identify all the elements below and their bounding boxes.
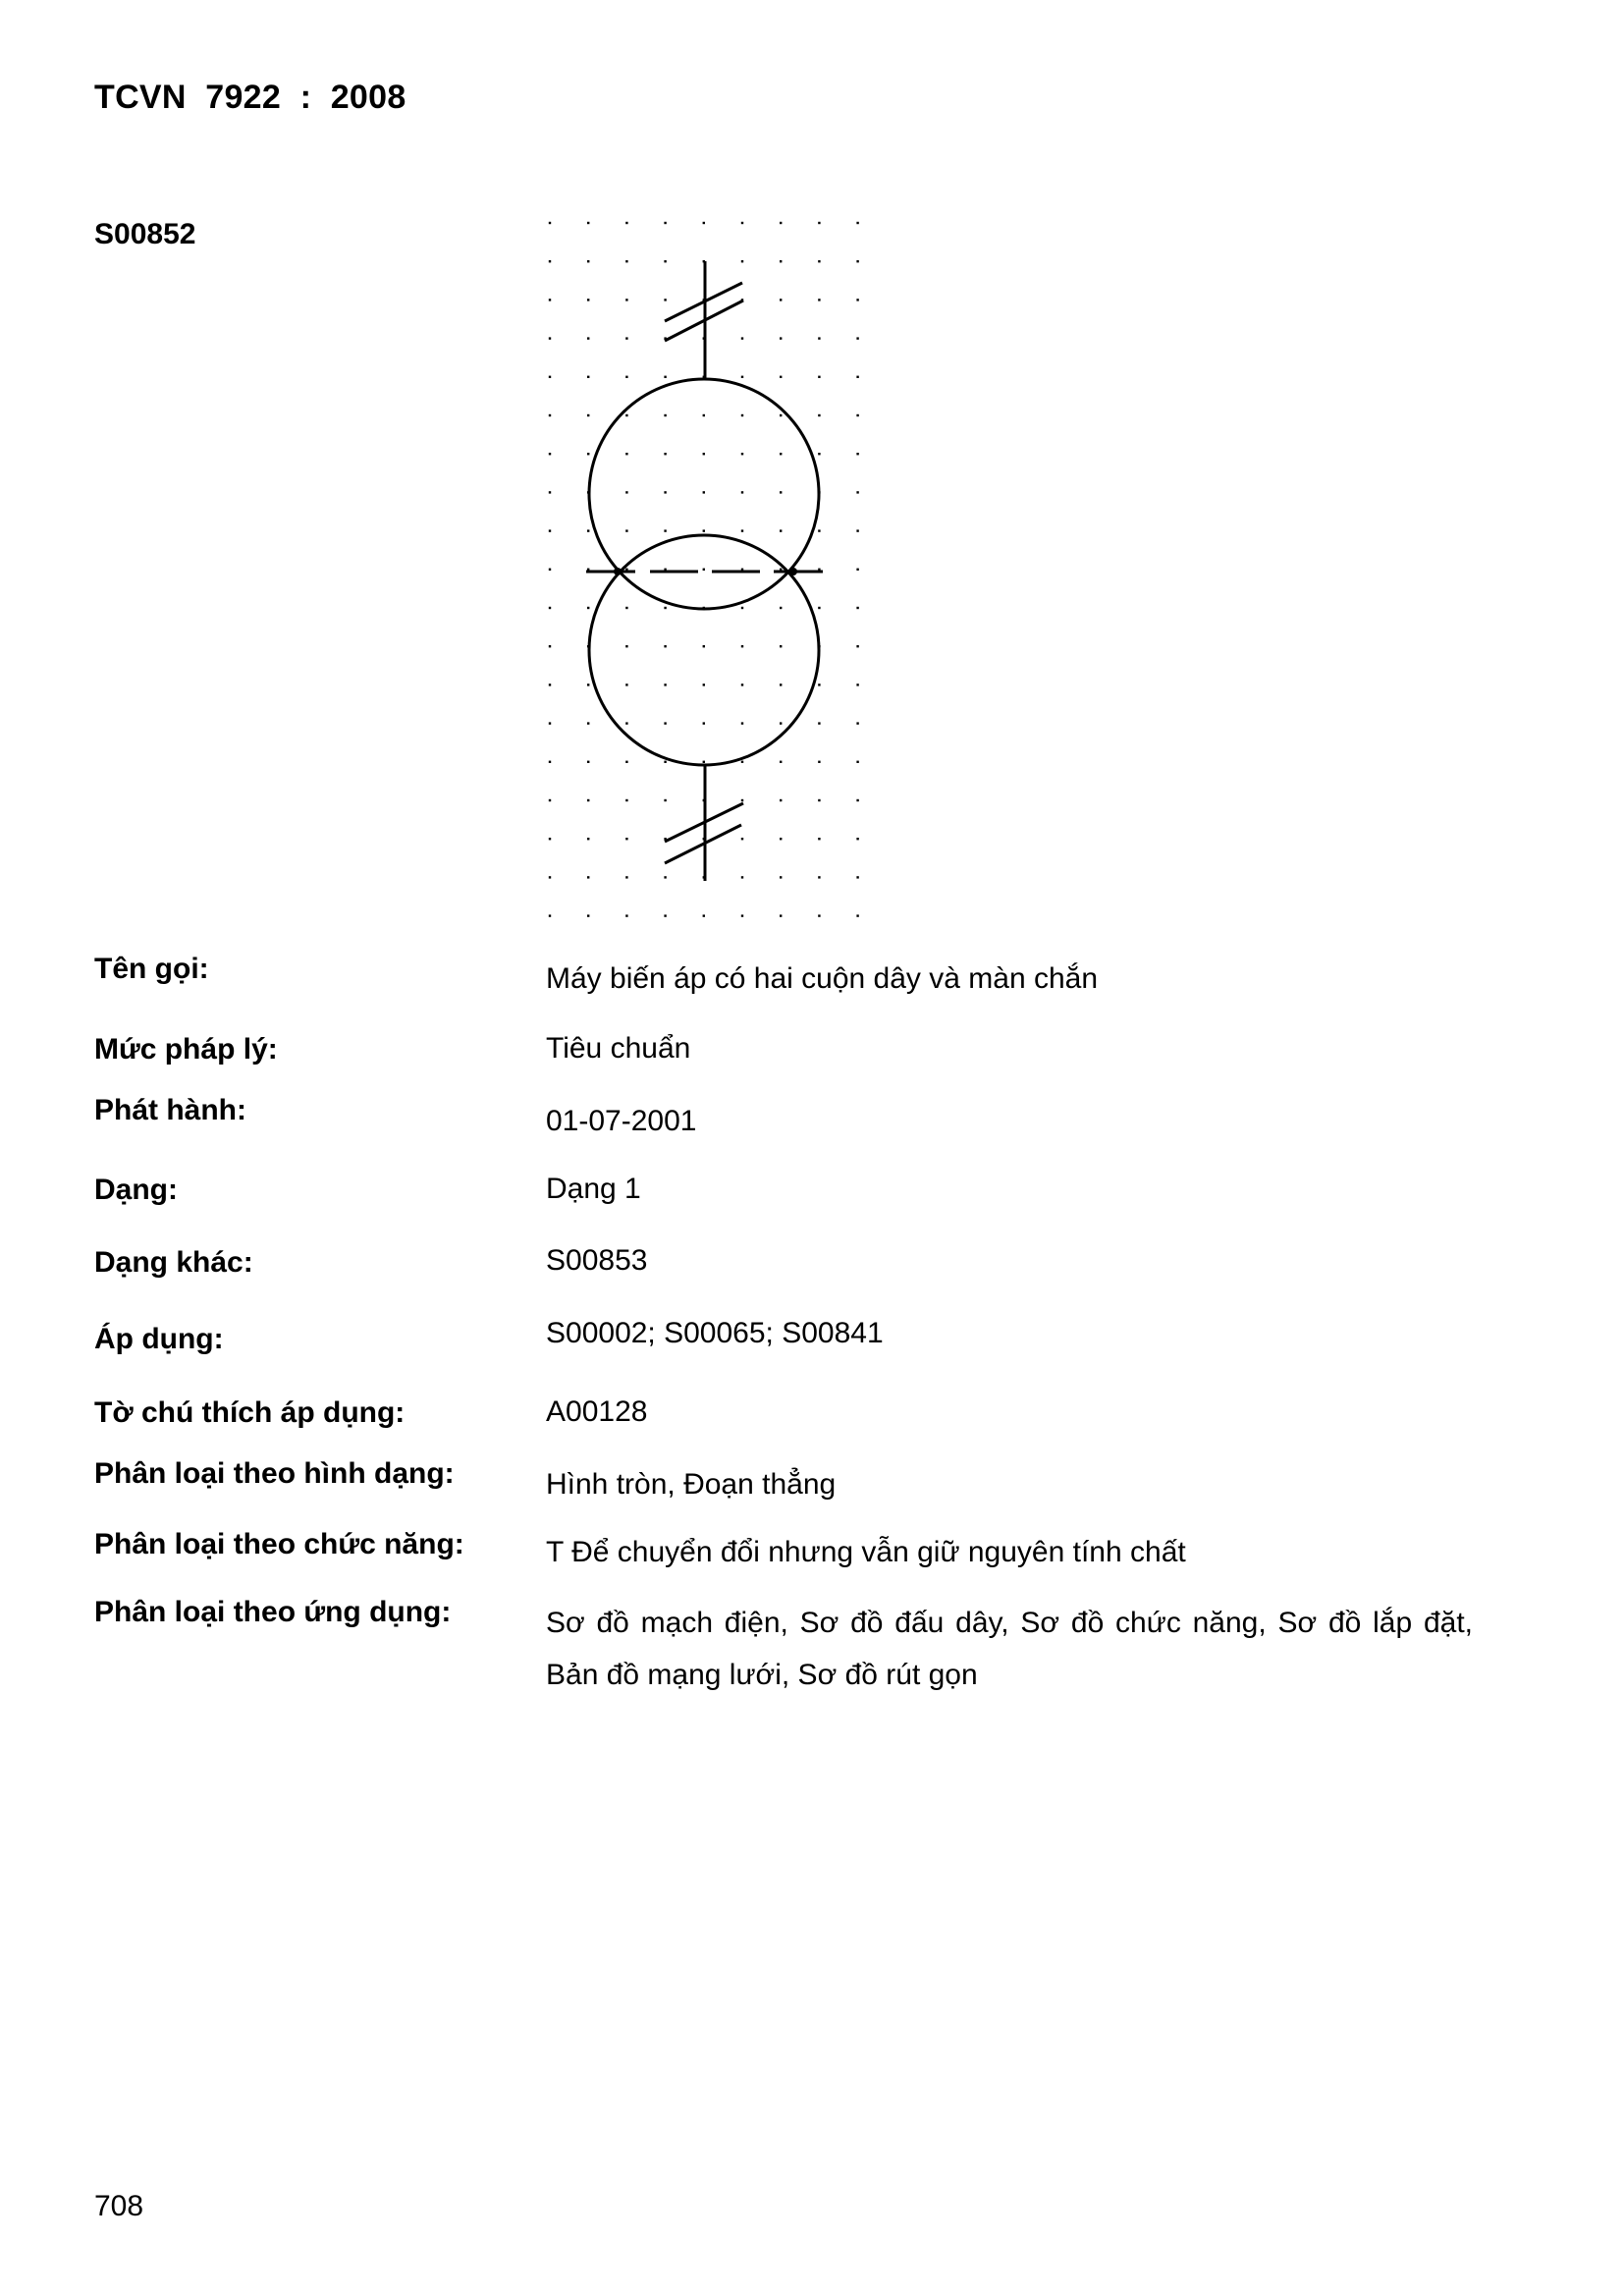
- grid-dot: [741, 222, 743, 224]
- grid-dot: [856, 414, 858, 416]
- grid-dot: [664, 222, 666, 224]
- grid-dot: [703, 569, 705, 571]
- grid-dot: [587, 914, 589, 916]
- grid-dot: [703, 683, 705, 685]
- transformer-symbol-diagram: [530, 206, 884, 933]
- grid-dot: [664, 645, 666, 647]
- grid-dot: [703, 645, 705, 647]
- field-label-dang-khac: Dạng khác:: [94, 1246, 253, 1279]
- grid-dot: [625, 414, 627, 416]
- grid-dot: [856, 761, 858, 763]
- grid-dot: [741, 914, 743, 916]
- grid-dot: [780, 260, 782, 262]
- field-value-to-chu-thich: A00128: [546, 1395, 648, 1428]
- grid-dot: [818, 260, 820, 262]
- grid-dot: [818, 414, 820, 416]
- intersection-dot-left: [614, 568, 622, 575]
- grid-dot: [780, 491, 782, 493]
- grid-dot: [625, 491, 627, 493]
- grid-dot: [549, 645, 551, 647]
- field-label-phan-loai-ung-dung: Phân loại theo ứng dụng:: [94, 1596, 452, 1628]
- grid-dot: [856, 914, 858, 916]
- grid-dot: [549, 569, 551, 571]
- grid-dot: [818, 376, 820, 378]
- grid-dot: [664, 529, 666, 531]
- grid-dot: [780, 645, 782, 647]
- grid-dot: [741, 838, 743, 840]
- grid-dot: [856, 453, 858, 455]
- grid-dot: [780, 337, 782, 339]
- grid-dot: [741, 799, 743, 801]
- grid-dot: [587, 761, 589, 763]
- page-number: 708: [94, 2190, 144, 2222]
- grid-dot: [549, 683, 551, 685]
- field-value-muc-phap-ly: Tiêu chuẩn: [546, 1032, 691, 1065]
- grid-dot: [741, 529, 743, 531]
- grid-dot: [664, 799, 666, 801]
- grid-dot: [780, 453, 782, 455]
- grid-dot: [741, 876, 743, 878]
- grid-dot: [818, 529, 820, 531]
- grid-dot: [856, 299, 858, 301]
- grid-dot: [856, 376, 858, 378]
- grid-dot: [818, 222, 820, 224]
- grid-dot: [625, 376, 627, 378]
- grid-dot: [780, 722, 782, 724]
- grid-dot: [856, 222, 858, 224]
- grid-dot: [587, 529, 589, 531]
- grid-dot: [741, 414, 743, 416]
- grid-dot: [818, 799, 820, 801]
- bottom-slash-2: [665, 825, 741, 863]
- grid-dot: [549, 722, 551, 724]
- field-label-phan-loai-chuc-nang: Phân loại theo chức năng:: [94, 1528, 464, 1560]
- grid-dot: [549, 799, 551, 801]
- field-value-dang-khac: S00853: [546, 1244, 648, 1277]
- grid-dot: [664, 453, 666, 455]
- grid-dot: [856, 569, 858, 571]
- grid-dot: [549, 222, 551, 224]
- grid-dot: [741, 491, 743, 493]
- grid-dot: [664, 299, 666, 301]
- grid-dot: [780, 683, 782, 685]
- grid-dot: [741, 376, 743, 378]
- grid-dot: [741, 260, 743, 262]
- symbol-code: S00852: [94, 218, 196, 250]
- grid-dot: [703, 722, 705, 724]
- grid-dot: [818, 337, 820, 339]
- upper-winding-circle: [589, 379, 819, 609]
- grid-dot: [741, 453, 743, 455]
- grid-dot: [587, 453, 589, 455]
- grid-dot: [818, 453, 820, 455]
- grid-dot: [587, 376, 589, 378]
- grid-dot: [587, 299, 589, 301]
- grid-dot: [856, 838, 858, 840]
- grid-dot: [741, 761, 743, 763]
- grid-dot: [741, 645, 743, 647]
- grid-dot: [625, 761, 627, 763]
- grid-dot: [818, 914, 820, 916]
- grid-dot: [587, 414, 589, 416]
- grid-dot: [703, 414, 705, 416]
- grid-dot: [549, 299, 551, 301]
- standard-header: TCVN 7922 : 2008: [94, 79, 406, 116]
- grid-dot: [856, 799, 858, 801]
- field-value-phan-loai-hinh-dang: Hình tròn, Đoạn thẳng: [546, 1468, 837, 1501]
- grid-dot: [741, 683, 743, 685]
- grid-dot: [664, 914, 666, 916]
- grid-dot: [703, 453, 705, 455]
- grid-dot: [664, 491, 666, 493]
- grid-dot: [587, 260, 589, 262]
- grid-dot: [587, 722, 589, 724]
- grid-dot: [664, 722, 666, 724]
- grid-dot: [818, 683, 820, 685]
- field-value-ap-dung: S00002; S00065; S00841: [546, 1317, 884, 1349]
- grid-dot: [625, 914, 627, 916]
- grid-dot: [856, 876, 858, 878]
- grid-dot: [818, 299, 820, 301]
- field-value-dang: Dạng 1: [546, 1173, 641, 1205]
- grid-dot: [818, 761, 820, 763]
- grid-dot: [587, 683, 589, 685]
- grid-dot: [780, 607, 782, 609]
- grid-dot: [856, 337, 858, 339]
- grid-dot: [856, 683, 858, 685]
- grid-dot: [625, 607, 627, 609]
- grid-dot: [664, 761, 666, 763]
- grid-dot: [856, 491, 858, 493]
- grid-dot: [703, 222, 705, 224]
- field-label-phan-loai-hinh-dang: Phân loại theo hình dạng:: [94, 1457, 455, 1490]
- grid-dot: [549, 838, 551, 840]
- grid-dot: [625, 529, 627, 531]
- grid-dot: [549, 260, 551, 262]
- grid-dot: [780, 761, 782, 763]
- field-value-phan-loai-chuc-nang: T Để chuyển đổi nhưng vẫn giữ nguyên tính chất: [546, 1536, 1186, 1568]
- grid-dot: [818, 876, 820, 878]
- grid-dot: [664, 414, 666, 416]
- grid-dot: [625, 222, 627, 224]
- grid-dot: [549, 914, 551, 916]
- grid-dot: [818, 722, 820, 724]
- grid-dot: [741, 722, 743, 724]
- grid-dot: [625, 337, 627, 339]
- field-label-ten-goi: Tên gọi:: [94, 953, 209, 985]
- field-value-ten-goi: Máy biến áp có hai cuộn dây và màn chắn: [546, 962, 1099, 995]
- grid-dot: [856, 529, 858, 531]
- grid-dot: [587, 799, 589, 801]
- field-value-phat-hanh: 01-07-2001: [546, 1105, 697, 1137]
- grid-dot: [703, 761, 705, 763]
- field-label-to-chu-thich: Tờ chú thích áp dụng:: [94, 1396, 406, 1429]
- grid-dot: [780, 838, 782, 840]
- intersection-dot-right: [789, 568, 797, 575]
- grid-dot: [587, 838, 589, 840]
- grid-dot: [625, 299, 627, 301]
- grid-dot: [703, 491, 705, 493]
- field-label-phat-hanh: Phát hành:: [94, 1094, 246, 1126]
- grid-dot: [625, 799, 627, 801]
- field-label-ap-dung: Áp dụng:: [94, 1323, 224, 1355]
- grid-dot: [780, 529, 782, 531]
- grid-dot: [664, 683, 666, 685]
- grid-dot: [703, 529, 705, 531]
- grid-dot: [587, 337, 589, 339]
- grid-dot: [549, 529, 551, 531]
- grid-dot: [741, 337, 743, 339]
- grid-dot: [818, 838, 820, 840]
- grid-dot: [549, 491, 551, 493]
- grid-dot: [780, 414, 782, 416]
- grid-dot: [625, 260, 627, 262]
- grid-dot: [625, 453, 627, 455]
- grid-dot: [625, 722, 627, 724]
- grid-dot: [741, 607, 743, 609]
- grid-dot: [664, 260, 666, 262]
- grid-dot: [549, 453, 551, 455]
- grid-dot: [625, 683, 627, 685]
- grid-dot: [625, 876, 627, 878]
- grid-dot: [587, 222, 589, 224]
- grid-dot: [780, 914, 782, 916]
- grid-dot: [780, 876, 782, 878]
- grid-dot: [664, 607, 666, 609]
- grid-dot: [587, 876, 589, 878]
- grid-dot: [780, 299, 782, 301]
- grid-dot: [549, 337, 551, 339]
- grid-dot: [625, 645, 627, 647]
- field-value-phan-loai-ung-dung: Sơ đồ mạch điện, Sơ đồ đấu dây, Sơ đồ chức năng, Sơ đồ lắp đặt, Bản đồ mạng lưới, Sơ đồ rút gọn: [546, 1607, 1473, 1691]
- grid-dot: [549, 414, 551, 416]
- grid-dot: [549, 876, 551, 878]
- field-label-muc-phap-ly: Mức pháp lý:: [94, 1033, 278, 1066]
- grid-dot: [780, 376, 782, 378]
- grid-dot: [549, 376, 551, 378]
- grid-dot: [664, 376, 666, 378]
- field-label-dang: Dạng:: [94, 1174, 178, 1206]
- grid-dot: [818, 607, 820, 609]
- grid-dot: [587, 607, 589, 609]
- grid-dot: [664, 876, 666, 878]
- grid-dot: [856, 260, 858, 262]
- grid-dot: [625, 838, 627, 840]
- grid-dot: [549, 761, 551, 763]
- grid-dot: [856, 607, 858, 609]
- grid-dot: [780, 799, 782, 801]
- grid-dot: [703, 914, 705, 916]
- grid-dot: [856, 722, 858, 724]
- grid-dot: [780, 222, 782, 224]
- grid-dot: [856, 645, 858, 647]
- grid-dot: [549, 607, 551, 609]
